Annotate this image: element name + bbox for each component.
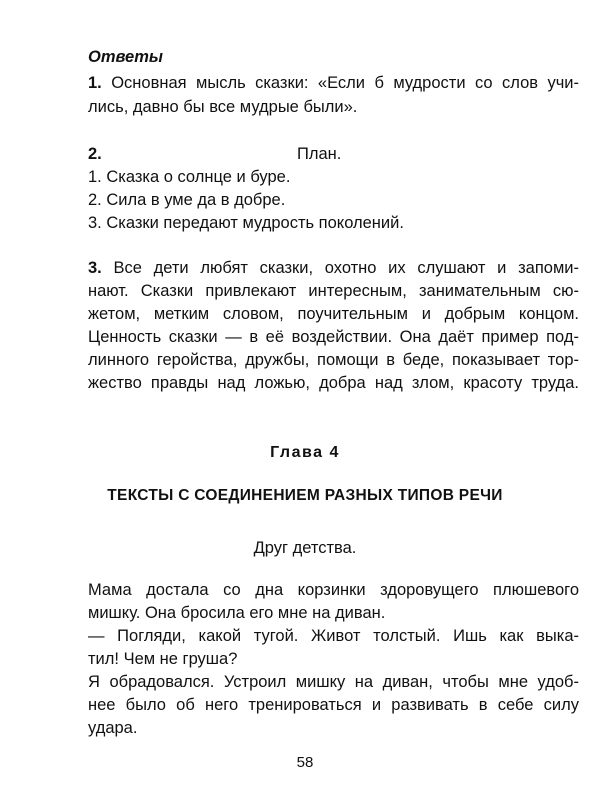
answer-3-line-2: нают. Сказки привлекают интересным, занимательным сю- (88, 282, 579, 300)
answer-3-line-6: жество правды над ложью, добра над злом, красоту труда. (88, 374, 579, 392)
answer-3-text-1: Все дети любят сказки, охотно их слушают и запоми- (113, 259, 580, 277)
plan-point-1: 1. Сказка о солнце и буре. (88, 168, 291, 186)
answer-1-number: 1. (88, 74, 102, 92)
answer-2-number: 2. (88, 145, 102, 163)
answer-1-line-1 (88, 72, 579, 94)
story-line-3: — Погляди, какой тугой. Живот толстый. Ишь как выка- (88, 627, 579, 645)
plan-point-3: 3. Сказки передают мудрость поколений. (88, 214, 404, 232)
story-line-7: удара. (88, 719, 138, 737)
story-line-4: тил! Чем не груша? (88, 650, 238, 668)
chapter-label: Глава 4 (270, 444, 340, 461)
answer-3-line-1 (88, 257, 579, 279)
answer-3-line-3: жетом, метким словом, поучительным и добрым концом. (88, 305, 579, 323)
answer-3-line-4: Ценность сказки — в её воздействии. Она даёт пример под- (88, 328, 579, 346)
chapter-title: ТЕКСТЫ С СОЕДИНЕНИЕМ РАЗНЫХ ТИПОВ РЕЧИ (107, 487, 503, 504)
answers-heading: Ответы (88, 48, 163, 66)
story-title: Друг детства. (253, 539, 357, 557)
plan-title: План. (297, 145, 342, 163)
story-line-6: нее было об него тренироваться и развивать в себе силу (88, 696, 579, 714)
answer-3-number: 3. (88, 259, 102, 277)
page-number: 58 (296, 754, 314, 771)
answer-1-text-1: Основная мысль сказки: «Если б мудрости со слов учи- (111, 74, 579, 92)
answer-1-line-2: лись, давно бы все мудрые были». (88, 98, 358, 116)
answer-3-line-5: линного геройства, дружбы, помощи в беде, показывает тор- (88, 351, 579, 369)
story-line-1: Мама достала со дна корзинки здоровущего плюшевого (88, 581, 579, 599)
story-line-2: мишку. Она бросила его мне на диван. (88, 604, 386, 622)
story-line-5: Я обрадовался. Устроил мишку на диван, чтобы мне удоб- (88, 673, 579, 691)
plan-point-2: 2. Сила в уме да в добре. (88, 191, 286, 209)
